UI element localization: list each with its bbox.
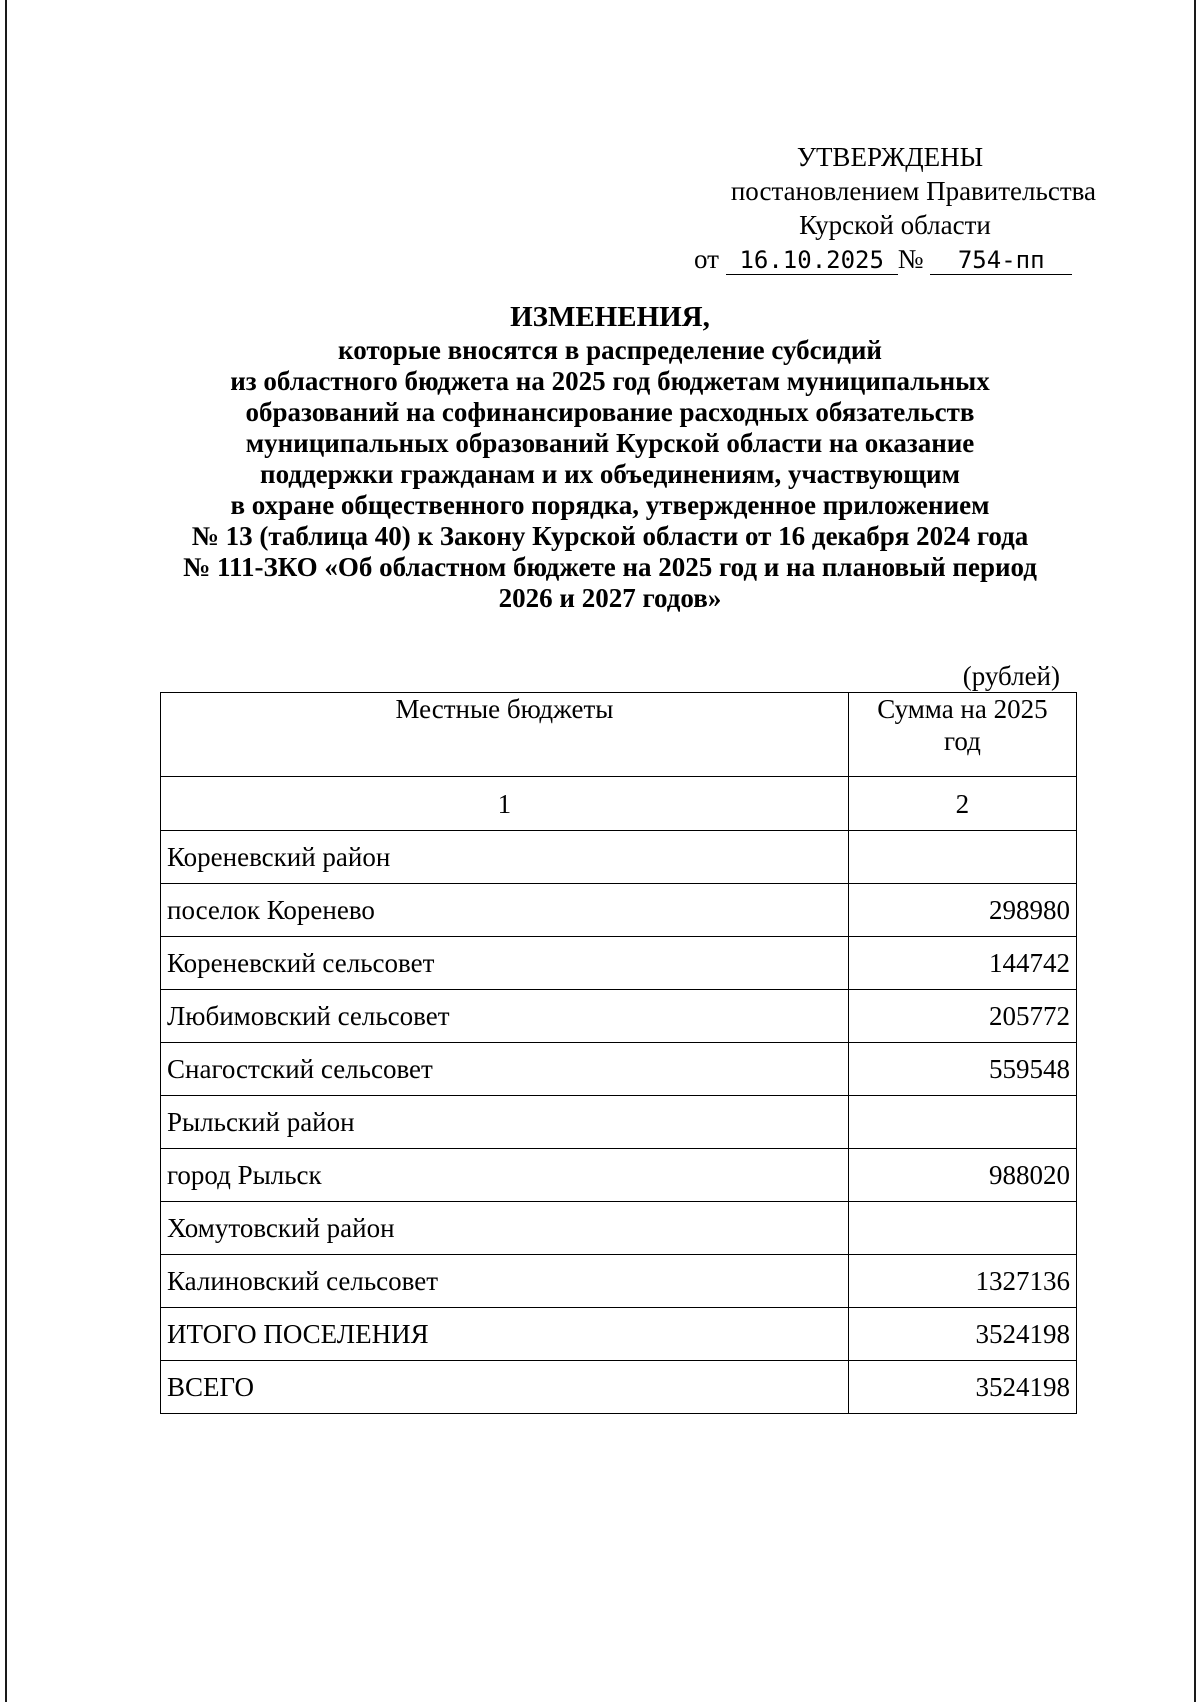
row-name: город Рыльск xyxy=(161,1149,849,1202)
column-number-1: 1 xyxy=(161,777,849,831)
row-sum: 144742 xyxy=(848,937,1076,990)
approval-title: УТВЕРЖДЕНЫ xyxy=(796,142,984,172)
row-name: Кореневский сельсовет xyxy=(161,937,849,990)
approval-number: 754-пп xyxy=(930,246,1072,275)
column-number-row xyxy=(161,777,1077,831)
header-sum-line-1: Сумма на 2025 xyxy=(877,694,1048,724)
table-row xyxy=(161,884,1077,937)
row-name: Кореневский район xyxy=(161,831,849,884)
table-row xyxy=(161,990,1077,1043)
header-sum-line-2: год xyxy=(943,726,981,756)
heading-line: 2026 и 2027 годов» xyxy=(498,583,722,613)
row-name: ИТОГО ПОСЕЛЕНИЯ xyxy=(161,1308,849,1361)
header-local-budgets: Местные бюджеты xyxy=(161,693,849,777)
scan-edge-right xyxy=(1194,0,1196,1702)
table-row xyxy=(161,1202,1077,1255)
table-row xyxy=(161,1096,1077,1149)
heading-line: которые вносятся в распределение субсидий xyxy=(338,335,882,365)
table-row xyxy=(161,1043,1077,1096)
row-sum: 3524198 xyxy=(848,1308,1076,1361)
header-sum xyxy=(848,693,1076,777)
table-row xyxy=(161,1361,1077,1414)
budget-table xyxy=(160,692,1077,1414)
row-sum: 559548 xyxy=(848,1043,1076,1096)
table-row xyxy=(161,1308,1077,1361)
scan-edge-left xyxy=(5,0,7,1702)
row-name: Любимовский сельсовет xyxy=(161,990,849,1043)
table-row xyxy=(161,1149,1077,1202)
document-title: ИЗМЕНЕНИЯ, xyxy=(510,301,710,333)
heading-line: № 13 (таблица 40) к Закону Курской области от 16 декабря 2024 года xyxy=(191,521,1029,551)
approval-line-1: постановлением Правительства xyxy=(730,176,1096,206)
row-sum: 3524198 xyxy=(848,1361,1076,1414)
row-sum: 1327136 xyxy=(848,1255,1076,1308)
row-name: ВСЕГО xyxy=(161,1361,849,1414)
row-name: Снагостский сельсовет xyxy=(161,1043,849,1096)
table-row xyxy=(161,937,1077,990)
approval-block xyxy=(680,140,1100,276)
units-label: (рублей) xyxy=(962,661,1060,691)
row-name: Рыльский район xyxy=(161,1096,849,1149)
date-prefix: от xyxy=(694,244,719,274)
row-sum: 988020 xyxy=(848,1149,1076,1202)
heading-line: из областного бюджета на 2025 год бюджетам муниципальных xyxy=(230,366,990,396)
row-name: Калиновский сельсовет xyxy=(161,1255,849,1308)
row-sum xyxy=(848,1096,1076,1149)
heading-line: поддержки гражданам и их объединениям, участвующим xyxy=(260,459,960,489)
row-sum xyxy=(848,831,1076,884)
approval-date-line xyxy=(680,242,1100,276)
approval-date: 16.10.2025 xyxy=(726,246,898,275)
row-name: поселок Коренево xyxy=(161,884,849,937)
heading-line: в охране общественного порядка, утвержденное приложением xyxy=(230,490,990,520)
column-number-2: 2 xyxy=(848,777,1076,831)
row-sum: 205772 xyxy=(848,990,1076,1043)
heading-line: муниципальных образований Курской области на оказание xyxy=(245,428,975,458)
number-prefix: № xyxy=(897,244,924,274)
heading-line: № 111-ЗКО «Об областном бюджете на 2025 год и на плановый период xyxy=(183,552,1037,582)
approval-line-2: Курской области xyxy=(799,210,991,240)
table-row xyxy=(161,1255,1077,1308)
heading-line: образований на софинансирование расходных обязательств xyxy=(245,397,975,427)
table-header-row xyxy=(161,693,1077,777)
row-name: Хомутовский район xyxy=(161,1202,849,1255)
row-sum xyxy=(848,1202,1076,1255)
row-sum: 298980 xyxy=(848,884,1076,937)
table-row xyxy=(161,831,1077,884)
document-heading xyxy=(140,302,1080,614)
